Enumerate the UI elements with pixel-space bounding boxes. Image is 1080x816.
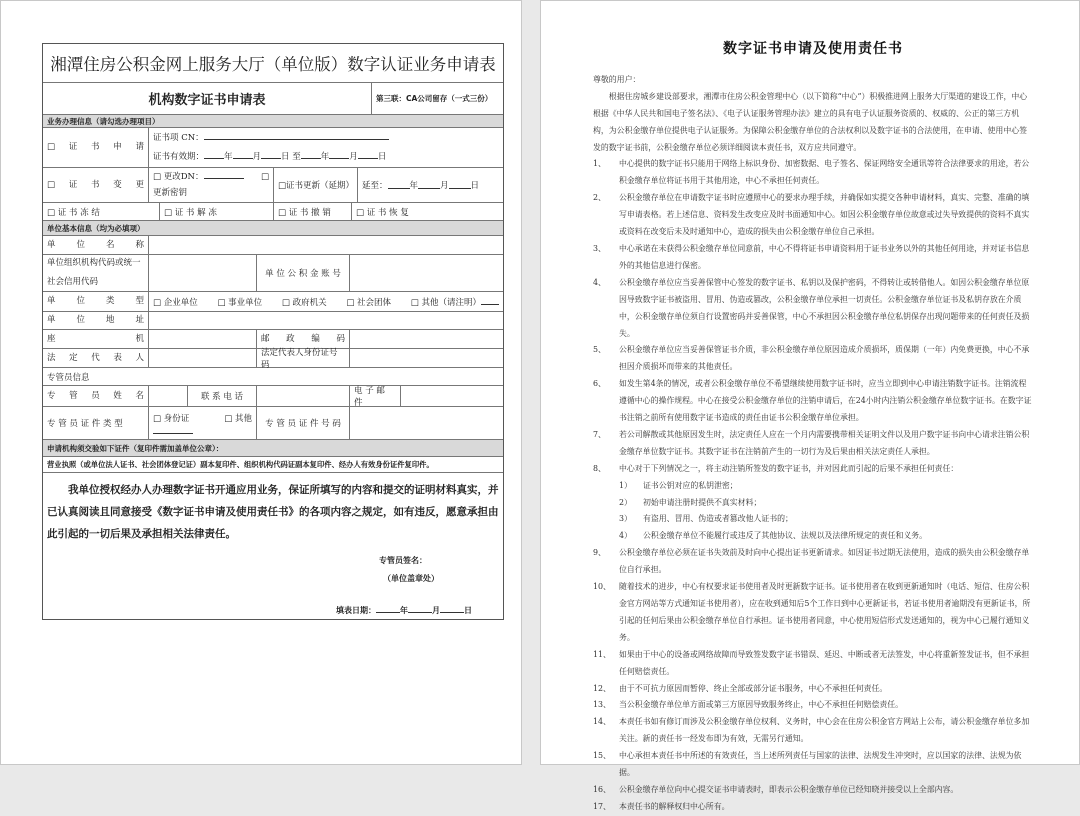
responsibility-letter — [593, 41, 1033, 816]
unit-type-row — [43, 291, 503, 311]
clause-text: 公积金缴存单位必须在证书失效前及时向中心提出证书更新请求。如因证书过期无法使用，造成的损失由公积金缴存单位自行承担。 — [619, 548, 1030, 575]
sub-clause-number: 4） — [619, 531, 632, 541]
fund-account-label: 单 位 公 积 金 账 号 — [256, 255, 349, 291]
address-field[interactable] — [148, 312, 503, 329]
fund-account-field[interactable] — [349, 255, 503, 291]
day-label: 日 — [377, 151, 387, 162]
clause-text: 公积金缴存单位在申请数字证书时应遵照中心的要求办理手续，并确保如实提交各种申请材料，真实、完整、准确的填写申请表格。若上述信息、资料发生改变应及时书面通知中心。如因公积金缴存单位故意或过失导致提供的资料不真实或资料在改变后未及时通知中心，造成的损失由公积金缴存单位自己承担。 — [619, 193, 1030, 237]
clause-number: 9、 — [593, 548, 606, 558]
sub-clause-number: 2） — [619, 497, 632, 507]
clause-number: 10、 — [593, 582, 611, 592]
email-field[interactable] — [400, 386, 503, 406]
greeting: 尊敬的用户： — [593, 74, 641, 84]
change-dn-checkbox[interactable]: □ 更改DN： — [153, 172, 204, 182]
cert-cn-label: 证书项 CN： — [153, 132, 204, 143]
application-form-table — [42, 43, 504, 620]
admin-id-row — [43, 406, 503, 439]
sub-clause-text: 证书公钥对应的私钥泄密； — [643, 480, 738, 490]
clause-text: 中心对于下列情况之一，将主动注销所签发的数字证书，并对因此而引起的后果不承担任何责任： — [619, 463, 959, 473]
year-label: 年 — [400, 606, 408, 615]
clause-item — [593, 647, 1033, 681]
change-key-checkbox[interactable]: □ — [260, 172, 269, 182]
clause-item — [593, 156, 1033, 190]
copy-note: 第三联：CA公司留存（一式三份） — [371, 83, 503, 114]
clause-number: 12、 — [593, 683, 611, 693]
cert-apply-row — [43, 127, 503, 167]
unit-type-institution[interactable]: □ 事业单位 — [217, 297, 263, 308]
documents-text: 营业执照（或单位法人证书、社会团体登记证）副本复印件、组织机构代码证副本复印件、经办人有效身份证件复印件。 — [47, 459, 434, 469]
org-code-field[interactable] — [148, 255, 256, 291]
unit-type-social-group[interactable]: □ 社会团体 — [346, 297, 392, 308]
unit-type-enterprise[interactable]: □ 企业单位 — [153, 297, 198, 308]
admin-name-field[interactable] — [148, 386, 187, 406]
landline-field[interactable] — [148, 330, 256, 348]
section-business-info — [43, 114, 503, 127]
clause-item — [593, 376, 1033, 427]
section-header: 业务办理信息（请勾选办理项目） — [47, 116, 160, 126]
unit-name-field[interactable] — [148, 236, 503, 254]
clause-number: 11、 — [593, 649, 611, 659]
intro-paragraph: 根据住房城乡建设部要求，湘潭市住房公积金管理中心（以下简称“中心”）积极推进网上服务大厅渠道的建设工作，中心根据《中华人民共和国电子签名法》、《电子认证服务管理办法》建立的具有电子认证服务资质的、权威的、公正的第三方机构，为公积金缴存单位提供电子认证服务。为保障公积金缴存单位的合法权利以及数字证书的合法使用，在申请、使用中心签发的数字证书前，公积金缴存单位必须详细阅读本责任书，双方应共同遵守。 — [593, 91, 1028, 152]
clause-text: 本责任书的解释权归中心所有。 — [619, 801, 730, 811]
clause-item — [593, 799, 1033, 816]
renew-checkbox[interactable]: □证书更新（延期） — [273, 168, 357, 202]
clause-number: 8、 — [593, 463, 606, 473]
cert-apply-label: □ 证 书 申 请 — [47, 142, 144, 153]
clause-item — [593, 545, 1033, 579]
clause-text: 当公积金缴存单位单方面或第三方原因导致服务终止，中心不承担任何赔偿责任。 — [619, 700, 904, 710]
unit-type-label: 单位类型 — [47, 296, 144, 307]
seal-label: （单位盖章处） — [383, 574, 439, 583]
cert-cn-field[interactable] — [204, 132, 389, 140]
admin-name-row — [43, 385, 503, 406]
cert-apply-checkbox[interactable] — [43, 128, 148, 167]
clause-item — [593, 342, 1033, 376]
section-unit-info — [43, 220, 503, 235]
clause-text: 中心提供的数字证书只能用于网络上标识身份、加密数据、电子签名、保证网络安全通讯等符合法律要求的用途，若公积金缴存单位将证书用于其他用途，中心不承担任何责任。 — [619, 159, 1030, 186]
revoke-checkbox[interactable]: □ 证 书 撤 销 — [273, 203, 351, 220]
statement-block — [43, 472, 503, 619]
fill-date — [336, 605, 472, 616]
clause-item — [593, 241, 1033, 275]
clause-number: 14、 — [593, 717, 611, 727]
unfreeze-checkbox[interactable]: □ 证 书 解 冻 — [159, 203, 273, 220]
sub-clause-number: 1） — [619, 480, 632, 490]
clause-text: 如果由于中心的设备或网络故障而导致签发数字证书错误、延迟、中断或者无法签发，中心将重新签发证书，但不承担任何赔偿责任。 — [619, 649, 1030, 676]
clause-item — [593, 782, 1033, 799]
unit-type-government[interactable]: □ 政府机关 — [281, 297, 327, 308]
clause-number: 16、 — [593, 784, 611, 794]
clause-text: 中心承担本责任书中所述的有效责任，当上述所列责任与国家的法律、法规发生冲突时，应以国家的法律、法规为依据。 — [619, 751, 1022, 778]
sub-clause-number: 3） — [619, 514, 632, 524]
month-label: 月 — [349, 151, 358, 162]
section-documents — [43, 439, 503, 456]
legal-rep-row — [43, 348, 503, 370]
form-subtitle-row — [43, 82, 503, 114]
clause-number: 7、 — [593, 429, 606, 439]
year-label: 年 — [409, 181, 419, 191]
clause-number: 4、 — [593, 277, 606, 287]
letter-title: 数字证书申请及使用责任书 — [723, 41, 903, 57]
unit-type-other[interactable]: □ 其他（请注明） — [410, 297, 481, 308]
sub-clause-item — [593, 511, 1033, 528]
day-label: 日 — [470, 181, 480, 191]
statement-text: 我单位授权经办人办理数字证书开通应用业务，保证所填写的内容和提交的证明材料真实，并已认真阅读且同意接受《数字证书申请及使用责任书》的各项内容之规定，如有违反，愿意承担由此引起的一切后果及承担相关法律责任。 — [47, 484, 499, 540]
clause-number: 13、 — [593, 700, 611, 710]
cert-status-row — [43, 202, 503, 220]
sub-clause-text: 有盗用、冒用、伪造或者篡改他人证书的； — [643, 514, 793, 524]
section-header: 申请机构须交验如下证件（复印件需加盖单位公章）： — [47, 443, 224, 453]
admin-id-no-field[interactable] — [349, 407, 503, 439]
cert-change-label: □ 证 书 变 更 — [47, 179, 144, 190]
postcode-field[interactable] — [349, 330, 503, 348]
legal-id-field[interactable] — [349, 349, 503, 367]
clause-item — [593, 461, 1033, 478]
address-row — [43, 311, 503, 329]
email-label: 电 子 邮 件 — [349, 386, 400, 406]
admin-info-label: 专管员信息 — [47, 372, 90, 383]
day-label: 日 — [281, 151, 290, 162]
responsibility-letter-page — [540, 0, 1080, 811]
clause-number: 15、 — [593, 751, 611, 761]
documents-row — [43, 456, 503, 472]
fill-date-label: 填表日期： — [336, 606, 376, 615]
clause-number: 6、 — [593, 379, 606, 389]
form-title: 湘潭住房公积金网上服务大厅（单位版）数字认证业务申请表 — [50, 55, 496, 74]
day-label: 日 — [464, 606, 472, 615]
unit-name-row — [43, 235, 503, 254]
month-label: 月 — [252, 151, 262, 162]
sub-clause-text: 初始申请注册时提供不真实材料； — [643, 497, 762, 507]
clause-item — [593, 697, 1033, 714]
freeze-checkbox[interactable]: □ 证 书 冻 结 — [47, 207, 100, 218]
sub-clause-item — [593, 478, 1033, 495]
clause-item — [593, 190, 1033, 241]
cert-change-row — [43, 167, 503, 202]
admin-name-label: 专管员姓名 — [47, 390, 144, 401]
signature-label: 专管员签名： — [379, 556, 427, 565]
legal-rep-field[interactable] — [148, 349, 256, 367]
to-label: 至 — [292, 151, 301, 162]
extend-to-label: 延至： — [362, 181, 388, 191]
other-id-field[interactable] — [153, 426, 193, 434]
clause-text: 公积金缴存单位应当妥善保管证书介质，非公积金缴存单位原因造成介质损坏，质保期（一年）内免费更换，中心不承担因介质损坏而带来的其他责任。 — [619, 345, 1030, 372]
month-label: 月 — [432, 606, 440, 615]
landline-label: 座机 — [47, 333, 144, 344]
clause-number: 2、 — [593, 193, 606, 203]
unit-name-label: 单位名称 — [47, 239, 144, 250]
year-label: 年 — [224, 151, 233, 162]
id-card-checkbox[interactable]: □ 身份证 — [153, 414, 190, 424]
postcode-label: 邮政编码 — [261, 333, 345, 344]
clause-text: 公积金缴存单位应当妥善保管中心签发的数字证书、私钥以及保护密码，不得转让或转借他人。如因公积金缴存单位原因导致数字证书被盗用、冒用、伪造或篡改，公积金缴存单位承担一切责任。公积金缴存单位证书及私钥存放在介质中，公积金缴存单位须自行设置密码并妥善保管，中心不承担因公积金缴存单位私钥保存出现问题带来的任何责任及损失。 — [619, 277, 1030, 338]
clause-number: 1、 — [593, 159, 606, 169]
clause-text: 如发生第4条的情况，或者公积金缴存单位不希望继续使用数字证书时，应当立即到中心申请注销数字证书。注销流程遵循中心的操作规程。中心在接受公积金缴存单位的注销申请后，在24小时内注销公积金缴存单位数字证书。在数字证书注销之前所有使用数字证书造成的责任由证书公积金缴存单位承担。 — [619, 379, 1032, 423]
clause-text: 公积金缴存单位向中心提交证书申请表时，即表示公积金缴存单位已经知晓并接受以上全部内容。 — [619, 784, 959, 794]
legal-id-label: 法定代表人身份证号码 — [256, 349, 349, 367]
clause-text: 本责任书如有修订而涉及公积金缴存单位权利、义务时，中心会在住房公积金官方网站上公布，请公积金缴存单位多加关注。新的责任书一经发布即为有效，无需另行通知。 — [619, 717, 1030, 744]
sub-clause-text: 公积金缴存单位不能履行或违反了其他协议、法规以及法律所规定的责任和义务。 — [643, 531, 928, 541]
clause-text: 若公司解散或其他原因发生时，法定责任人应在一个月内需要携带相关证明文件以及用户数字证书向中心请求注销公积金缴存单位数字证书。其数字证书在注销前产生的一切行为及后果由相关法定责任人承担。 — [619, 429, 1030, 456]
contact-phone-label: 联 系 电 话 — [187, 386, 256, 406]
change-key-label: 更新密钥 — [153, 188, 188, 198]
clause-text: 中心承诺在未获得公积金缴存单位同意前，中心不得将证书申请资料用于证书业务以外的其他任何用途，并对证书信息外的其他信息进行保密。 — [619, 243, 1030, 270]
clause-item — [593, 748, 1033, 782]
clause-number: 5、 — [593, 345, 606, 355]
clause-number: 17、 — [593, 801, 611, 811]
form-subtitle: 机构数字证书申请表 — [148, 93, 266, 108]
clause-number: 3、 — [593, 243, 606, 253]
admin-id-no-label: 专 管 员 证 件 号 码 — [256, 407, 349, 439]
legal-rep-label: 法定代表人 — [47, 352, 144, 363]
section-header: 单位基本信息（均为必填项） — [47, 223, 145, 233]
clause-text: 由于不可抗力原因而暂停、终止全部或部分证书服务，中心不承担任何责任。 — [619, 683, 888, 693]
cert-change-checkbox[interactable] — [43, 168, 148, 202]
clause-item — [593, 427, 1033, 461]
form-title-row — [43, 44, 503, 82]
clause-item — [593, 579, 1033, 647]
clause-item — [593, 714, 1033, 748]
restore-checkbox[interactable]: □ 证 书 恢 复 — [351, 203, 503, 220]
validity-label: 证书有效期： — [153, 151, 205, 162]
other-id-checkbox[interactable]: □ 其他 — [224, 414, 252, 424]
sub-clause-item — [593, 528, 1033, 545]
contact-phone-field[interactable] — [256, 386, 349, 406]
org-code-row — [43, 254, 503, 291]
clause-list — [593, 156, 1033, 815]
clause-text: 随着技术的进步，中心有权要求证书使用者及时更新数字证书。证书使用者在收到更新通知时（电话、短信、住房公积金官方网站等方式通知证书使用者），应在收到通知后5个工作日到中心更新证书，若证书使用者逾期没有更新证书，所引起的任何后果由公积金缴存单位自行承担。证书使用者同意，中心使用短信形式发送通知的，视为中心已履行通知义务。 — [619, 582, 1031, 642]
clause-item — [593, 275, 1033, 343]
year-label: 年 — [320, 151, 330, 162]
address-label: 单位地址 — [47, 315, 144, 326]
month-label: 月 — [440, 181, 449, 191]
admin-id-type-label: 专 管 员 证 件 类 型 — [47, 419, 123, 429]
org-code-label: 单位组织机构代码或统一社会信用代码 — [47, 258, 141, 287]
sub-clause-item — [593, 495, 1033, 512]
application-form-page — [0, 0, 522, 765]
clause-item — [593, 681, 1033, 698]
